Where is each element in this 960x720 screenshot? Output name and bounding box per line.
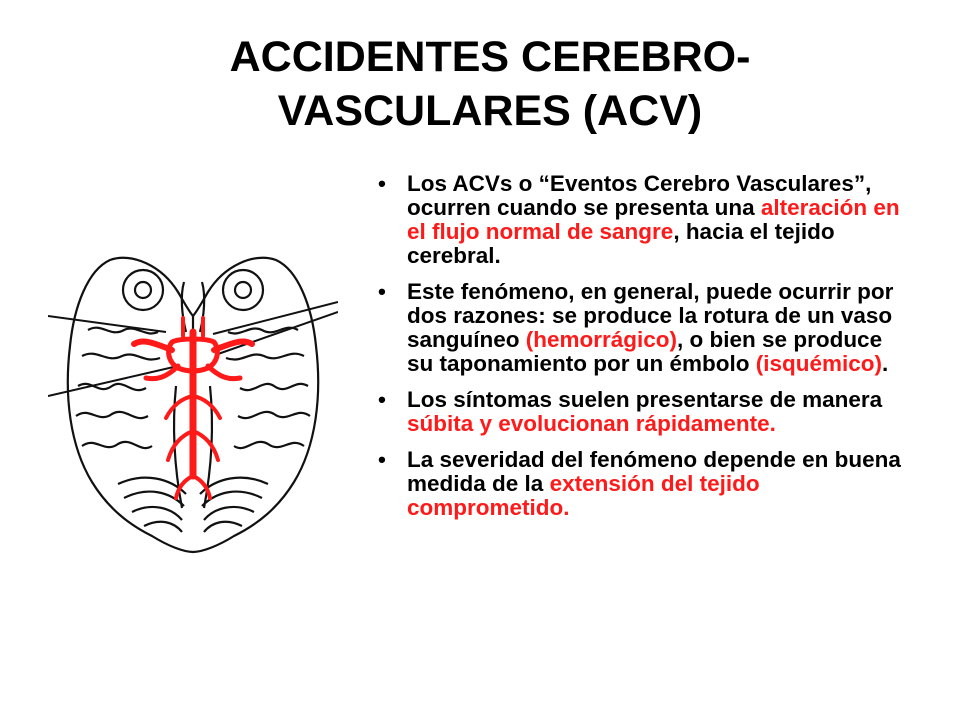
brain-inferior-view-arteries-icon: [48, 246, 338, 570]
bullet-item: [372, 172, 912, 268]
bullet-text: Los ACVs o “Eventos Cerebro Vasculares”, ocurren cuando se presenta una: [407, 171, 872, 220]
bullet-highlight: súbita y evolucionan rápidamente.: [407, 411, 776, 436]
bullet-item: [372, 280, 912, 376]
bullet-highlight: extensión del tejido comprometido.: [407, 471, 760, 520]
bullet-list: [372, 172, 912, 532]
title-line-2: VASCULARES (ACV): [277, 87, 703, 135]
bullet-text: , o bien se produce su taponamiento por un émbolo: [407, 327, 883, 376]
bullet-text: .: [882, 351, 889, 376]
bullet-text: Este fenómeno, en general, puede ocurrir por dos razones: se produce la rotura de un vaso sanguíneo: [407, 279, 894, 352]
bullet-item: [372, 388, 912, 436]
bullet-text: , hacia el tejido cerebral.: [407, 219, 835, 268]
bullet-highlight: (isquémico): [755, 351, 883, 376]
bullet-item: [372, 448, 912, 520]
bullet-text: La severidad del fenómeno depende en buena medida de la: [407, 447, 901, 496]
bullet-text: Los síntomas suelen presentarse de manera: [407, 387, 883, 412]
slide-title: [120, 30, 860, 138]
bullet-highlight: alteración en el flujo normal de sangre: [407, 195, 900, 244]
title-line-1: ACCIDENTES CEREBRO-: [229, 33, 751, 81]
bullet-highlight: (hemorrágico): [525, 327, 678, 352]
